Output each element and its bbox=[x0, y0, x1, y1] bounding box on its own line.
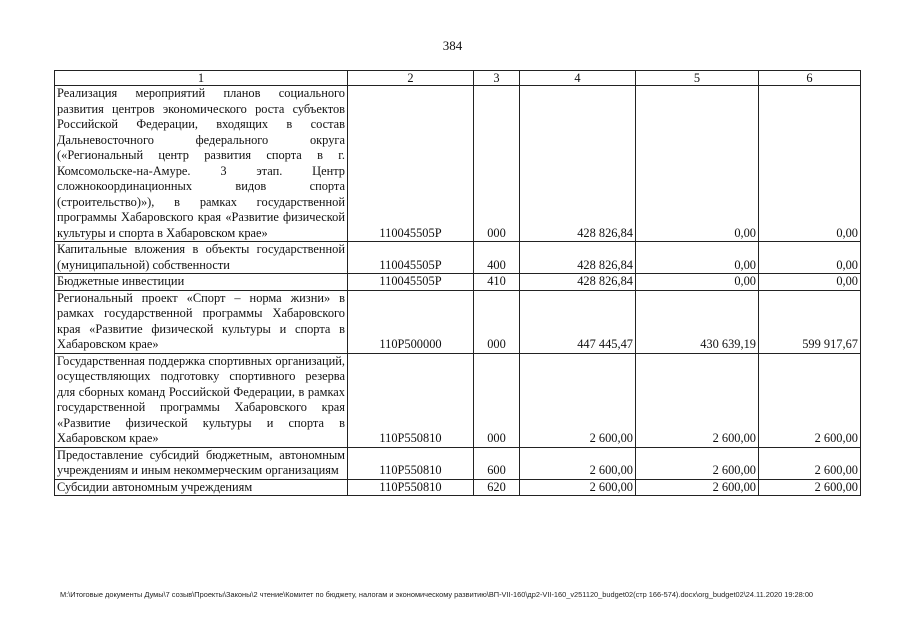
row-name-cell: Реализация мероприятий планов социального развития центров экономического роста субъектов Российской Федерации, входящих в состав Дальневосточного федерального округа («Региональный центр развития спорта в г. Комсомольске-на-Амуре. 3 этап. Центр сложнокоординационных видов спорта (строительство)»), в рамках государственной программы Хабаровского края «Развитие физической культуры и спорта в Хабаровском крае» bbox=[55, 86, 348, 242]
page-number: 384 bbox=[442, 38, 463, 53]
expense-type-cell: 000 bbox=[474, 353, 520, 447]
row-name-cell: Региональный проект «Спорт – норма жизни» в рамках государственной программы Хабаровского края «Развитие физической культуры и спорта в Хабаровском крае» bbox=[55, 290, 348, 353]
table-row bbox=[55, 290, 861, 353]
target-code-cell: 110P550810 bbox=[348, 353, 474, 447]
document-path-footer: M:\Итоговые документы Думы\7 созыв\Проекты\Законы\2 чтение\Комитет по бюджету, налогам и экономическому развитию\ВП-VII-160\др2-VII-160_v251120_budget02(стр 166-574).docx\org_budget02\24.11.2020 19:28:00 bbox=[60, 590, 814, 599]
amount-col6-cell: 2 600,00 bbox=[759, 479, 861, 496]
amount-col4-cell: 2 600,00 bbox=[520, 479, 636, 496]
table-row bbox=[55, 274, 861, 291]
expense-type-cell: 000 bbox=[474, 290, 520, 353]
table-row bbox=[55, 86, 861, 242]
amount-col6-cell: 2 600,00 bbox=[759, 353, 861, 447]
row-name-cell: Капитальные вложения в объекты государственной (муниципальной) собственности bbox=[55, 242, 348, 274]
amount-col6-cell: 0,00 bbox=[759, 274, 861, 291]
budget-table bbox=[54, 70, 861, 496]
expense-type-cell: 600 bbox=[474, 447, 520, 479]
table-row bbox=[55, 447, 861, 479]
amount-col4-cell: 447 445,47 bbox=[520, 290, 636, 353]
row-name-cell: Предоставление субсидий бюджетным, автономным учреждениям и иным некоммерческим организациям bbox=[55, 447, 348, 479]
amount-col4-cell: 428 826,84 bbox=[520, 242, 636, 274]
table-row bbox=[55, 242, 861, 274]
row-name-cell: Субсидии автономным учреждениям bbox=[55, 479, 348, 496]
amount-col4-cell: 2 600,00 bbox=[520, 447, 636, 479]
amount-col6-cell: 2 600,00 bbox=[759, 447, 861, 479]
amount-col5-cell: 2 600,00 bbox=[636, 353, 759, 447]
column-header: 4 bbox=[520, 71, 636, 86]
expense-type-cell: 000 bbox=[474, 86, 520, 242]
expense-type-cell: 400 bbox=[474, 242, 520, 274]
amount-col5-cell: 2 600,00 bbox=[636, 447, 759, 479]
table-row bbox=[55, 353, 861, 447]
amount-col5-cell: 2 600,00 bbox=[636, 479, 759, 496]
amount-col4-cell: 428 826,84 bbox=[520, 274, 636, 291]
amount-col5-cell: 0,00 bbox=[636, 242, 759, 274]
column-header: 3 bbox=[474, 71, 520, 86]
table-row bbox=[55, 479, 861, 496]
target-code-cell: 110045505Р bbox=[348, 86, 474, 242]
target-code-cell: 110P500000 bbox=[348, 290, 474, 353]
target-code-cell: 110P550810 bbox=[348, 479, 474, 496]
row-name-cell: Государственная поддержка спортивных организаций, осуществляющих подготовку спортивного резерва для сборных команд Российской Федерации, в рамках государственной программы Хабаровского края «Развитие физической культуры и спорта в Хабаровском крае» bbox=[55, 353, 348, 447]
target-code-cell: 110045505Р bbox=[348, 242, 474, 274]
amount-col6-cell: 0,00 bbox=[759, 86, 861, 242]
target-code-cell: 110045505Р bbox=[348, 274, 474, 291]
column-header: 2 bbox=[348, 71, 474, 86]
column-header: 5 bbox=[636, 71, 759, 86]
amount-col4-cell: 2 600,00 bbox=[520, 353, 636, 447]
amount-col5-cell: 430 639,19 bbox=[636, 290, 759, 353]
column-header: 1 bbox=[55, 71, 348, 86]
amount-col5-cell: 0,00 bbox=[636, 86, 759, 242]
expense-type-cell: 620 bbox=[474, 479, 520, 496]
column-header: 6 bbox=[759, 71, 861, 86]
amount-col6-cell: 599 917,67 bbox=[759, 290, 861, 353]
target-code-cell: 110P550810 bbox=[348, 447, 474, 479]
amount-col6-cell: 0,00 bbox=[759, 242, 861, 274]
expense-type-cell: 410 bbox=[474, 274, 520, 291]
row-name-cell: Бюджетные инвестиции bbox=[55, 274, 348, 291]
amount-col4-cell: 428 826,84 bbox=[520, 86, 636, 242]
table-header-row bbox=[55, 71, 861, 86]
amount-col5-cell: 0,00 bbox=[636, 274, 759, 291]
